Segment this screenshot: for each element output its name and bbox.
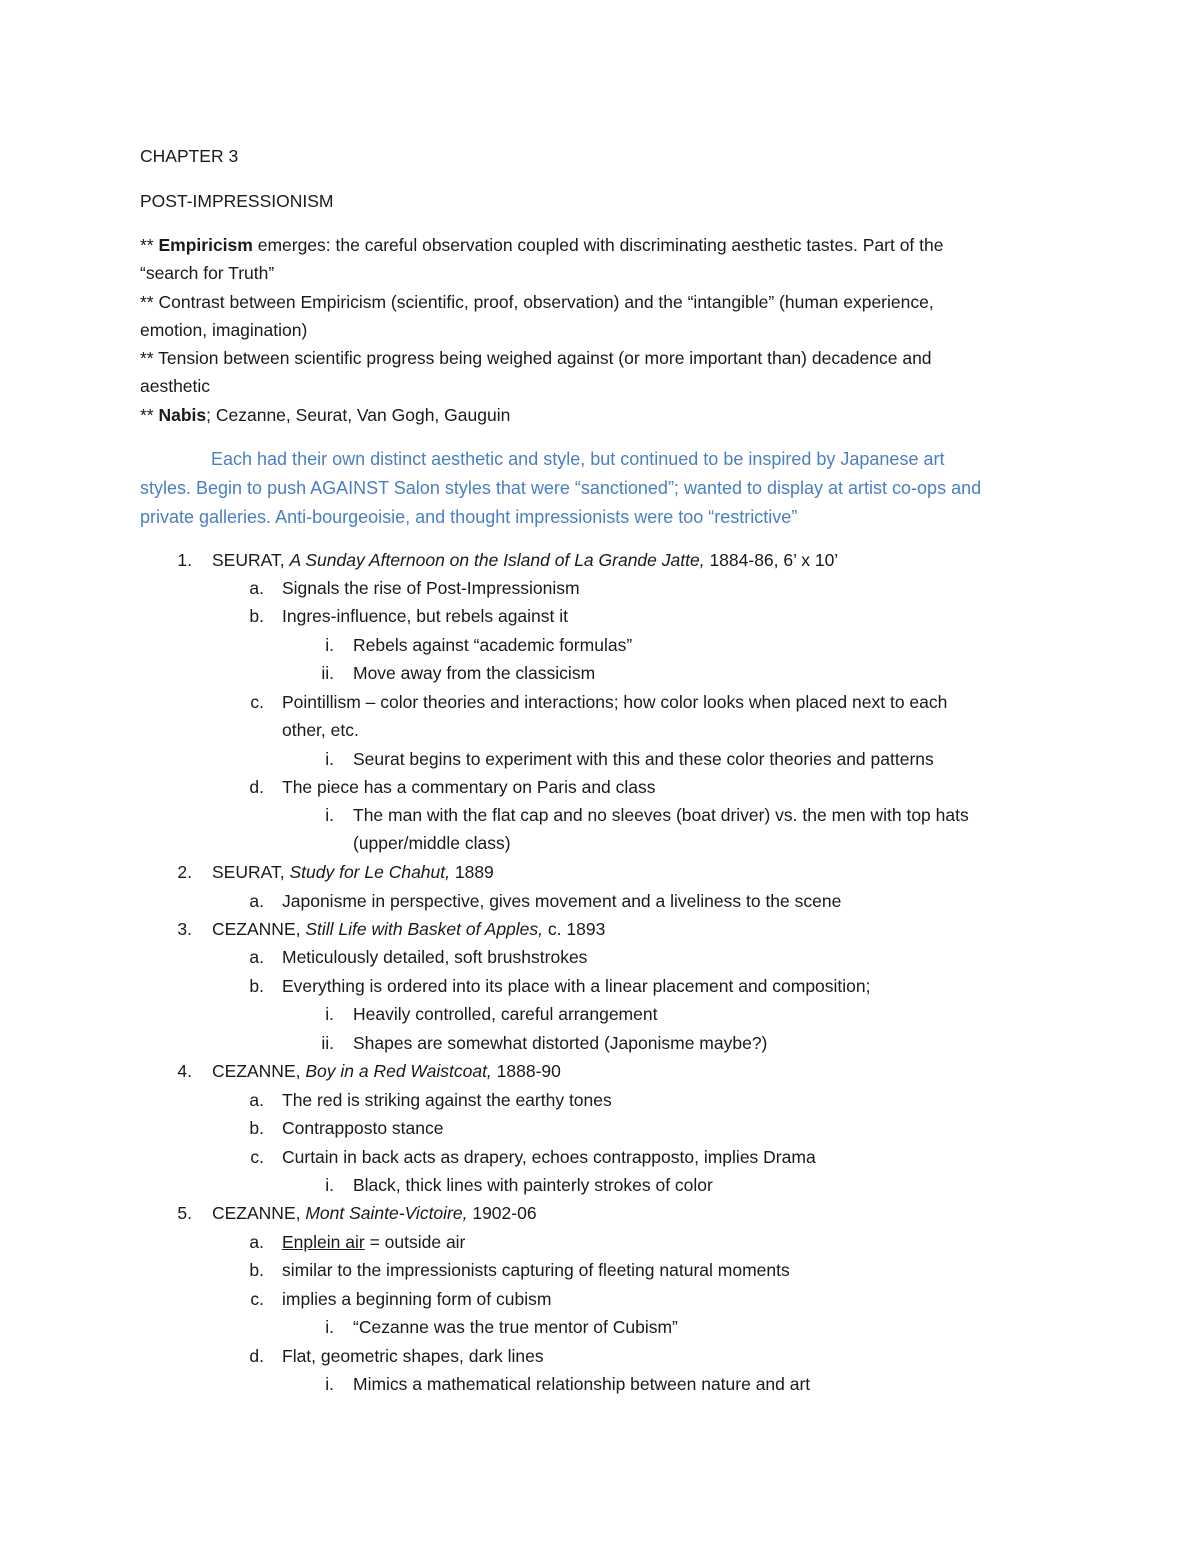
work-5-point-d-i: Mimics a mathematical relationship between nature and art (353, 1374, 811, 1394)
list-marker: c. (250, 1289, 264, 1309)
artist-name: SEURAT, (212, 550, 290, 570)
list-marker: b. (249, 606, 264, 626)
nabis-term: Nabis (158, 405, 207, 425)
topic-heading: POST-IMPRESSIONISM (140, 191, 334, 211)
bullet-prefix: ** (140, 405, 159, 425)
summary-line-3: private galleries. Anti-bourgeoisie, and thought impressionists were too “restrictive” (140, 507, 798, 527)
list-marker: d. (249, 1346, 264, 1366)
list-marker: i. (325, 1004, 334, 1024)
intro-bullet-contrast: ** Contrast between Empiricism (scientific, proof, observation) and the “intangible” (human experience, (140, 292, 934, 312)
list-marker: a. (249, 891, 264, 911)
list-marker: i. (325, 635, 334, 655)
work-1-heading (212, 546, 838, 574)
summary-line-2: styles. Begin to push AGAINST Salon styles that were “sanctioned”; wanted to display at artist co-ops and (140, 478, 982, 498)
work-3-heading (212, 915, 605, 943)
work-1-point-d: The piece has a commentary on Paris and class (282, 777, 656, 797)
list-marker: 2. (177, 862, 192, 882)
intro-bullet-empiricism-cont: “search for Truth” (140, 263, 275, 283)
artist-name: CEZANNE, (212, 1203, 306, 1223)
work-3-point-a: Meticulously detailed, soft brushstrokes (282, 947, 588, 967)
work-1-point-d-i-cont: (upper/middle class) (353, 833, 511, 853)
work-3-point-b-i: Heavily controlled, careful arrangement (353, 1004, 658, 1024)
intro-bullet-tension: ** Tension between scientific progress being weighed against (or more important than) decadence and (140, 348, 932, 368)
list-marker: b. (249, 1118, 264, 1138)
list-marker: i. (325, 1317, 334, 1337)
work-1-point-c-cont: other, etc. (282, 720, 359, 740)
work-5-point-a (282, 1228, 465, 1256)
work-1-point-c: Pointillism – color theories and interactions; how color looks when placed next to each (282, 692, 948, 712)
work-1-point-a: Signals the rise of Post-Impressionism (282, 578, 580, 598)
artist-name: SEURAT, (212, 862, 290, 882)
list-marker: a. (249, 1232, 264, 1252)
intro-bullet-tension-cont: aesthetic (140, 376, 211, 396)
work-4-heading (212, 1057, 561, 1085)
empiricism-term: Empiricism (158, 235, 253, 255)
work-5-point-d: Flat, geometric shapes, dark lines (282, 1346, 544, 1366)
work-3-point-b-ii: Shapes are somewhat distorted (Japonisme maybe?) (353, 1033, 768, 1053)
artwork-details: c. 1893 (543, 919, 606, 939)
work-1-point-c-i: Seurat begins to experiment with this and these color theories and patterns (353, 749, 934, 769)
work-4-point-a: The red is striking against the earthy tones (282, 1090, 612, 1110)
artwork-title: Mont Sainte-Victoire, (305, 1203, 468, 1223)
list-marker: 5. (177, 1203, 192, 1223)
bullet-text: emerges: the careful observation coupled with discriminating aesthetic tastes. Part of the (252, 235, 944, 255)
work-4-point-c: Curtain in back acts as drapery, echoes contrapposto, implies Drama (282, 1147, 816, 1167)
work-5-point-c: implies a beginning form of cubism (282, 1289, 552, 1309)
work-5-heading (212, 1199, 537, 1227)
artist-name: CEZANNE, (212, 919, 306, 939)
work-1-point-d-i: The man with the flat cap and no sleeves (boat driver) vs. the men with top hats (353, 805, 969, 825)
work-1-point-b: Ingres-influence, but rebels against it (282, 606, 568, 626)
list-marker: b. (249, 1260, 264, 1280)
list-marker: i. (325, 1374, 334, 1394)
work-5-point-b: similar to the impressionists capturing of fleeting natural moments (282, 1260, 790, 1280)
summary-line-1: Each had their own distinct aesthetic and style, but continued to be inspired by Japanese art (211, 449, 945, 469)
work-2-point-a: Japonisme in perspective, gives movement and a liveliness to the scene (282, 891, 842, 911)
intro-bullet-contrast-cont: emotion, imagination) (140, 320, 308, 340)
list-marker: a. (249, 1090, 264, 1110)
list-marker: ii. (321, 663, 334, 683)
list-marker: 3. (177, 919, 192, 939)
list-marker: b. (249, 976, 264, 996)
list-marker: 4. (177, 1061, 192, 1081)
list-marker: a. (249, 947, 264, 967)
artwork-details: 1888-90 (491, 1061, 561, 1081)
artwork-title: Still Life with Basket of Apples, (305, 919, 544, 939)
chapter-heading: CHAPTER 3 (140, 146, 239, 166)
work-4-point-c-i: Black, thick lines with painterly strokes of color (353, 1175, 713, 1195)
list-marker: i. (325, 1175, 334, 1195)
artwork-details: 1889 (450, 862, 494, 882)
work-3-point-b: Everything is ordered into its place with a linear placement and composition; (282, 976, 871, 996)
work-1-point-b-i: Rebels against “academic formulas” (353, 635, 633, 655)
definition-text: = outside air (364, 1232, 466, 1252)
artwork-details: 1902-06 (467, 1203, 537, 1223)
list-marker: 1. (177, 550, 192, 570)
bullet-text: ; Cezanne, Seurat, Van Gogh, Gauguin (206, 405, 511, 425)
artwork-title: A Sunday Afternoon on the Island of La Grande Jatte, (289, 550, 705, 570)
list-marker: c. (250, 1147, 264, 1167)
work-1-point-b-ii: Move away from the classicism (353, 663, 596, 683)
list-marker: i. (325, 805, 334, 825)
list-marker: d. (249, 777, 264, 797)
work-4-point-b: Contrapposto stance (282, 1118, 444, 1138)
list-marker: ii. (321, 1033, 334, 1053)
list-marker: c. (250, 692, 264, 712)
artwork-title: Boy in a Red Waistcoat, (305, 1061, 492, 1081)
underlined-term: Enplein air (282, 1232, 365, 1252)
intro-bullet-nabis (140, 401, 510, 429)
list-marker: a. (249, 578, 264, 598)
artist-name: CEZANNE, (212, 1061, 306, 1081)
work-5-point-c-i: “Cezanne was the true mentor of Cubism” (353, 1317, 678, 1337)
work-2-heading (212, 858, 494, 886)
artwork-details: 1884-86, 6’ x 10’ (704, 550, 839, 570)
intro-bullet-empiricism (140, 231, 943, 259)
list-marker: i. (325, 749, 334, 769)
artwork-title: Study for Le Chahut, (289, 862, 450, 882)
bullet-prefix: ** (140, 235, 159, 255)
